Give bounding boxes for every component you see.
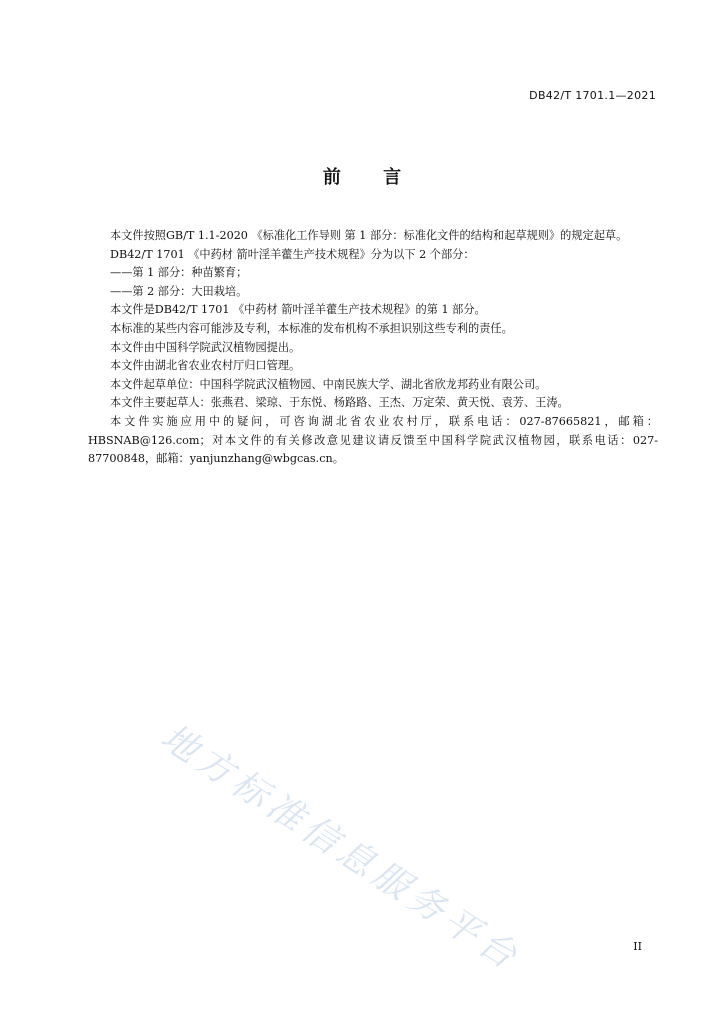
paragraph-part-2: ——第 2 部分：大田栽培。 xyxy=(110,284,248,298)
paragraph-part-1: ——第 1 部分：种苗繁育； xyxy=(110,266,248,280)
paragraph-parts-intro: DB42/T 1701 《中药材 箭叶淫羊藿生产技术规程》分为以下 2 个部分： xyxy=(110,247,475,261)
paragraph-proposer: 本文件由中国科学院武汉植物园提出。 xyxy=(110,340,301,354)
paragraph-patent-notice: 本标准的某些内容可能涉及专利，本标准的发布机构不承担识别这些专利的责任。 xyxy=(110,321,513,335)
document-code: DB42/T 1701.1—2021 xyxy=(529,89,656,102)
foreword-body xyxy=(88,227,658,469)
page-number: II xyxy=(633,940,642,953)
page-title: 前 言 xyxy=(322,167,420,188)
paragraph-drafting-rules: 本文件按照GB/T 1.1-2020 《标准化工作导则 第 1 部分：标准化文件的结构和起草规则》的规定起草。 xyxy=(110,229,628,242)
paragraph-this-part: 本文件是DB42/T 1701 《中药材 箭叶淫羊藿生产技术规程》的第 1 部分。 xyxy=(110,303,486,317)
watermark: 地方标准信息服务平台 xyxy=(153,716,528,980)
paragraph-drafting-units: 本文件起草单位：中国科学院武汉植物园、中南民族大学、湖北省欣龙邦药业有限公司。 xyxy=(110,377,547,391)
paragraph-drafters: 本文件主要起草人：张燕君、梁琼、于东悦、杨路路、王杰、万定荣、黄天悦、袁芳、王涛。 xyxy=(110,396,569,410)
paragraph-contact: 本文件实施应用中的疑问，可咨询湖北省农业农村厅，联系电话：027-87665821，邮箱：HBSNAB@126.com；对本文件的有关修改意见建议请反馈至中国科学院武汉植物园，联系电话：027-87700848，邮箱：yanjunzhang@wbgcas.cn。 xyxy=(88,414,658,466)
paragraph-administrator: 本文件由湖北省农业农村厅归口管理。 xyxy=(110,359,301,373)
